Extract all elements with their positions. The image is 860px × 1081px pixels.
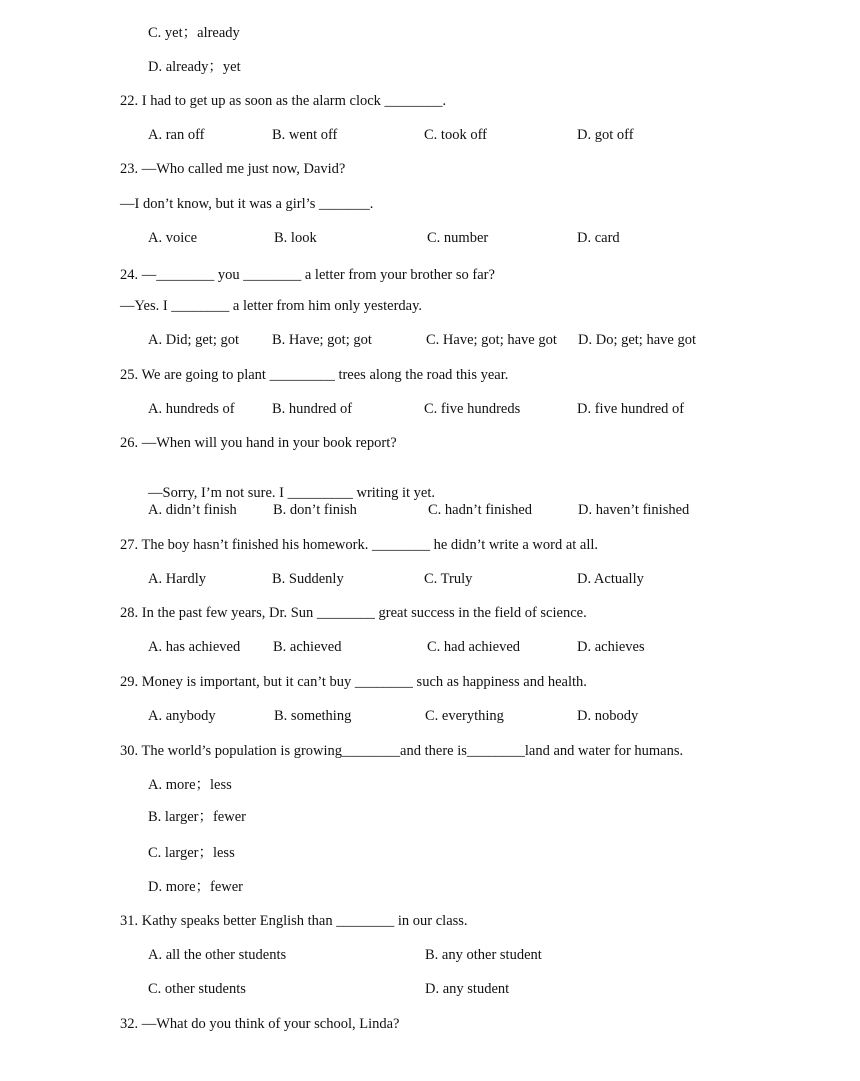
q28-option-d: D. achieves — [577, 639, 645, 655]
q22-stem: 22. I had to get up as soon as the alarm clock ________. — [120, 93, 447, 109]
q21-option-c: C. yet；already — [148, 25, 240, 41]
q26-line2: —Sorry, I’m not sure. I _________ writing it yet. — [148, 485, 436, 501]
q24-line2: —Yes. I ________ a letter from him only yesterday. — [120, 298, 423, 314]
q25-option-c: C. five hundreds — [424, 401, 521, 417]
q31-option-b: B. any other student — [425, 947, 542, 963]
q24-option-d: D. Do; get; have got — [578, 332, 696, 348]
q31-option-a: A. all the other students — [148, 947, 287, 963]
q30-option-d: D. more；fewer — [148, 879, 244, 895]
q30-stem: 30. The world’s population is growing________and there is________land and water for humans. — [120, 743, 684, 759]
q26-stem: 26. —When will you hand in your book report? — [120, 435, 397, 451]
q29-stem: 29. Money is important, but it can’t buy ________ such as happiness and health. — [120, 674, 587, 690]
q29-option-b: B. something — [274, 708, 352, 724]
q28-stem: 28. In the past few years, Dr. Sun ________ great success in the field of science. — [120, 605, 587, 621]
q24-option-c: C. Have; got; have got — [426, 332, 557, 348]
q26-option-c: C. hadn’t finished — [428, 502, 533, 518]
q26-option-a: A. didn’t finish — [148, 502, 237, 518]
q30-option-a: A. more；less — [148, 777, 232, 793]
q28-option-b: B. achieved — [273, 639, 342, 655]
q31-stem: 31. Kathy speaks better English than ________ in our class. — [120, 913, 468, 929]
q25-option-a: A. hundreds of — [148, 401, 235, 417]
q28-option-c: C. had achieved — [427, 639, 521, 655]
q28-option-a: A. has achieved — [148, 639, 241, 655]
q29-option-c: C. everything — [425, 708, 504, 724]
q22-option-b: B. went off — [272, 127, 338, 143]
q30-option-b: B. larger；fewer — [148, 809, 246, 825]
q25-option-b: B. hundred of — [272, 401, 353, 417]
q25-option-d: D. five hundred of — [577, 401, 685, 417]
q29-option-a: A. anybody — [148, 708, 216, 724]
q22-option-c: C. took off — [424, 127, 487, 143]
q32-stem: 32. —What do you think of your school, Linda? — [120, 1016, 400, 1032]
q23-option-c: C. number — [427, 230, 489, 246]
q31-option-d: D. any student — [425, 981, 510, 997]
q23-option-b: B. look — [274, 230, 317, 246]
q24-option-a: A. Did; get; got — [148, 332, 240, 348]
q23-line2: —I don’t know, but it was a girl’s _______. — [120, 196, 374, 212]
q24-option-b: B. Have; got; got — [272, 332, 372, 348]
q31-option-c: C. other students — [148, 981, 246, 997]
q27-option-b: B. Suddenly — [272, 571, 344, 587]
q23-option-a: A. voice — [148, 230, 198, 246]
q25-stem: 25. We are going to plant _________ trees along the road this year. — [120, 367, 509, 383]
q22-option-a: A. ran off — [148, 127, 205, 143]
q22-option-d: D. got off — [577, 127, 634, 143]
q27-stem: 27. The boy hasn’t finished his homework. ________ he didn’t write a word at all. — [120, 537, 599, 553]
q30-option-c: C. larger；less — [148, 845, 235, 861]
q26-option-b: B. don’t finish — [273, 502, 357, 518]
q27-option-d: D. Actually — [577, 571, 644, 587]
q21-option-d: D. already；yet — [148, 59, 241, 75]
q23-stem: 23. —Who called me just now, David? — [120, 161, 346, 177]
q27-option-a: A. Hardly — [148, 571, 206, 587]
q27-option-c: C. Truly — [424, 571, 473, 587]
q24-stem: 24. —________ you ________ a letter from your brother so far? — [120, 267, 495, 283]
q26-option-d: D. haven’t finished — [578, 502, 690, 518]
q23-option-d: D. card — [577, 230, 620, 246]
q29-option-d: D. nobody — [577, 708, 639, 724]
